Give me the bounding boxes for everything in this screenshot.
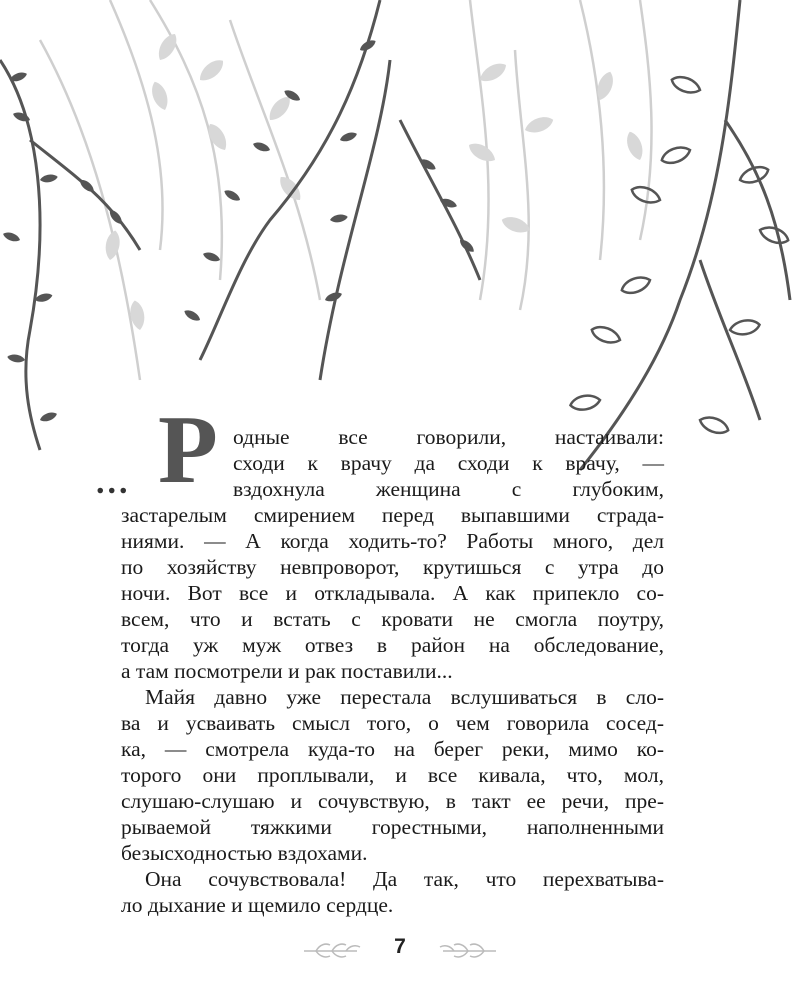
text-line-5: ниями. — А когда ходить-то? Работы много, дел: [121, 529, 664, 553]
text-line-18: Она сочувствовала! Да так, что перехватыва-: [145, 867, 664, 891]
text-line-16: рываемой тяжкими горестными, наполненными: [121, 815, 664, 839]
text-line-2: сходи к врачу да сходи к врачу, —: [233, 451, 664, 475]
text-line-1: одные все говорили, настаивали:: [233, 425, 664, 449]
text-line-11: Майя давно уже перестала вслушиваться в сло-: [145, 685, 664, 709]
right-sprig-ornament-icon: [428, 939, 498, 959]
opening-ellipsis: ...: [96, 464, 131, 501]
text-line-12: ва и усваивать смысл того, о чем говорила сосед-: [121, 711, 664, 735]
drop-cap: Р: [158, 396, 218, 504]
text-line-4: застарелым смирением перед выпавшими страда-: [121, 503, 664, 527]
page-footer: [0, 935, 800, 959]
text-line-17: безысходностью вздохами.: [121, 841, 368, 865]
left-sprig-ornament-icon: [302, 939, 372, 959]
text-line-9: тогда уж муж отвез в район на обследование,: [121, 633, 664, 657]
dark-branches: [0, 0, 790, 470]
text-line-15: слушаю-слушаю и сочувствую, в такт ее речи, пре-: [121, 789, 664, 813]
text-line-14: торого они проплывали, и все кивала, что, мол,: [121, 763, 664, 787]
light-branches: [40, 0, 652, 380]
text-line-3: вздохнула женщина с глубоким,: [233, 477, 664, 501]
text-line-8: всем, что и встать с кровати не смогла поутру,: [121, 607, 664, 631]
dark-leaves: [2, 38, 476, 424]
text-line-7: ночи. Вот все и откладывала. А как припекло со-: [121, 581, 664, 605]
light-leaves: [103, 31, 646, 332]
text-line-10: а там посмотрели и рак поставили...: [121, 659, 453, 683]
page-number: 7: [394, 935, 406, 958]
chapter-opening: [96, 396, 236, 504]
text-line-6: по хозяйству невпроворот, крутишься с утра до: [121, 555, 664, 579]
text-line-19: ло дыхание и щемило сердце.: [121, 893, 394, 917]
text-line-13: ка, — смотрела куда-то на берег реки, мимо ко-: [121, 737, 664, 761]
